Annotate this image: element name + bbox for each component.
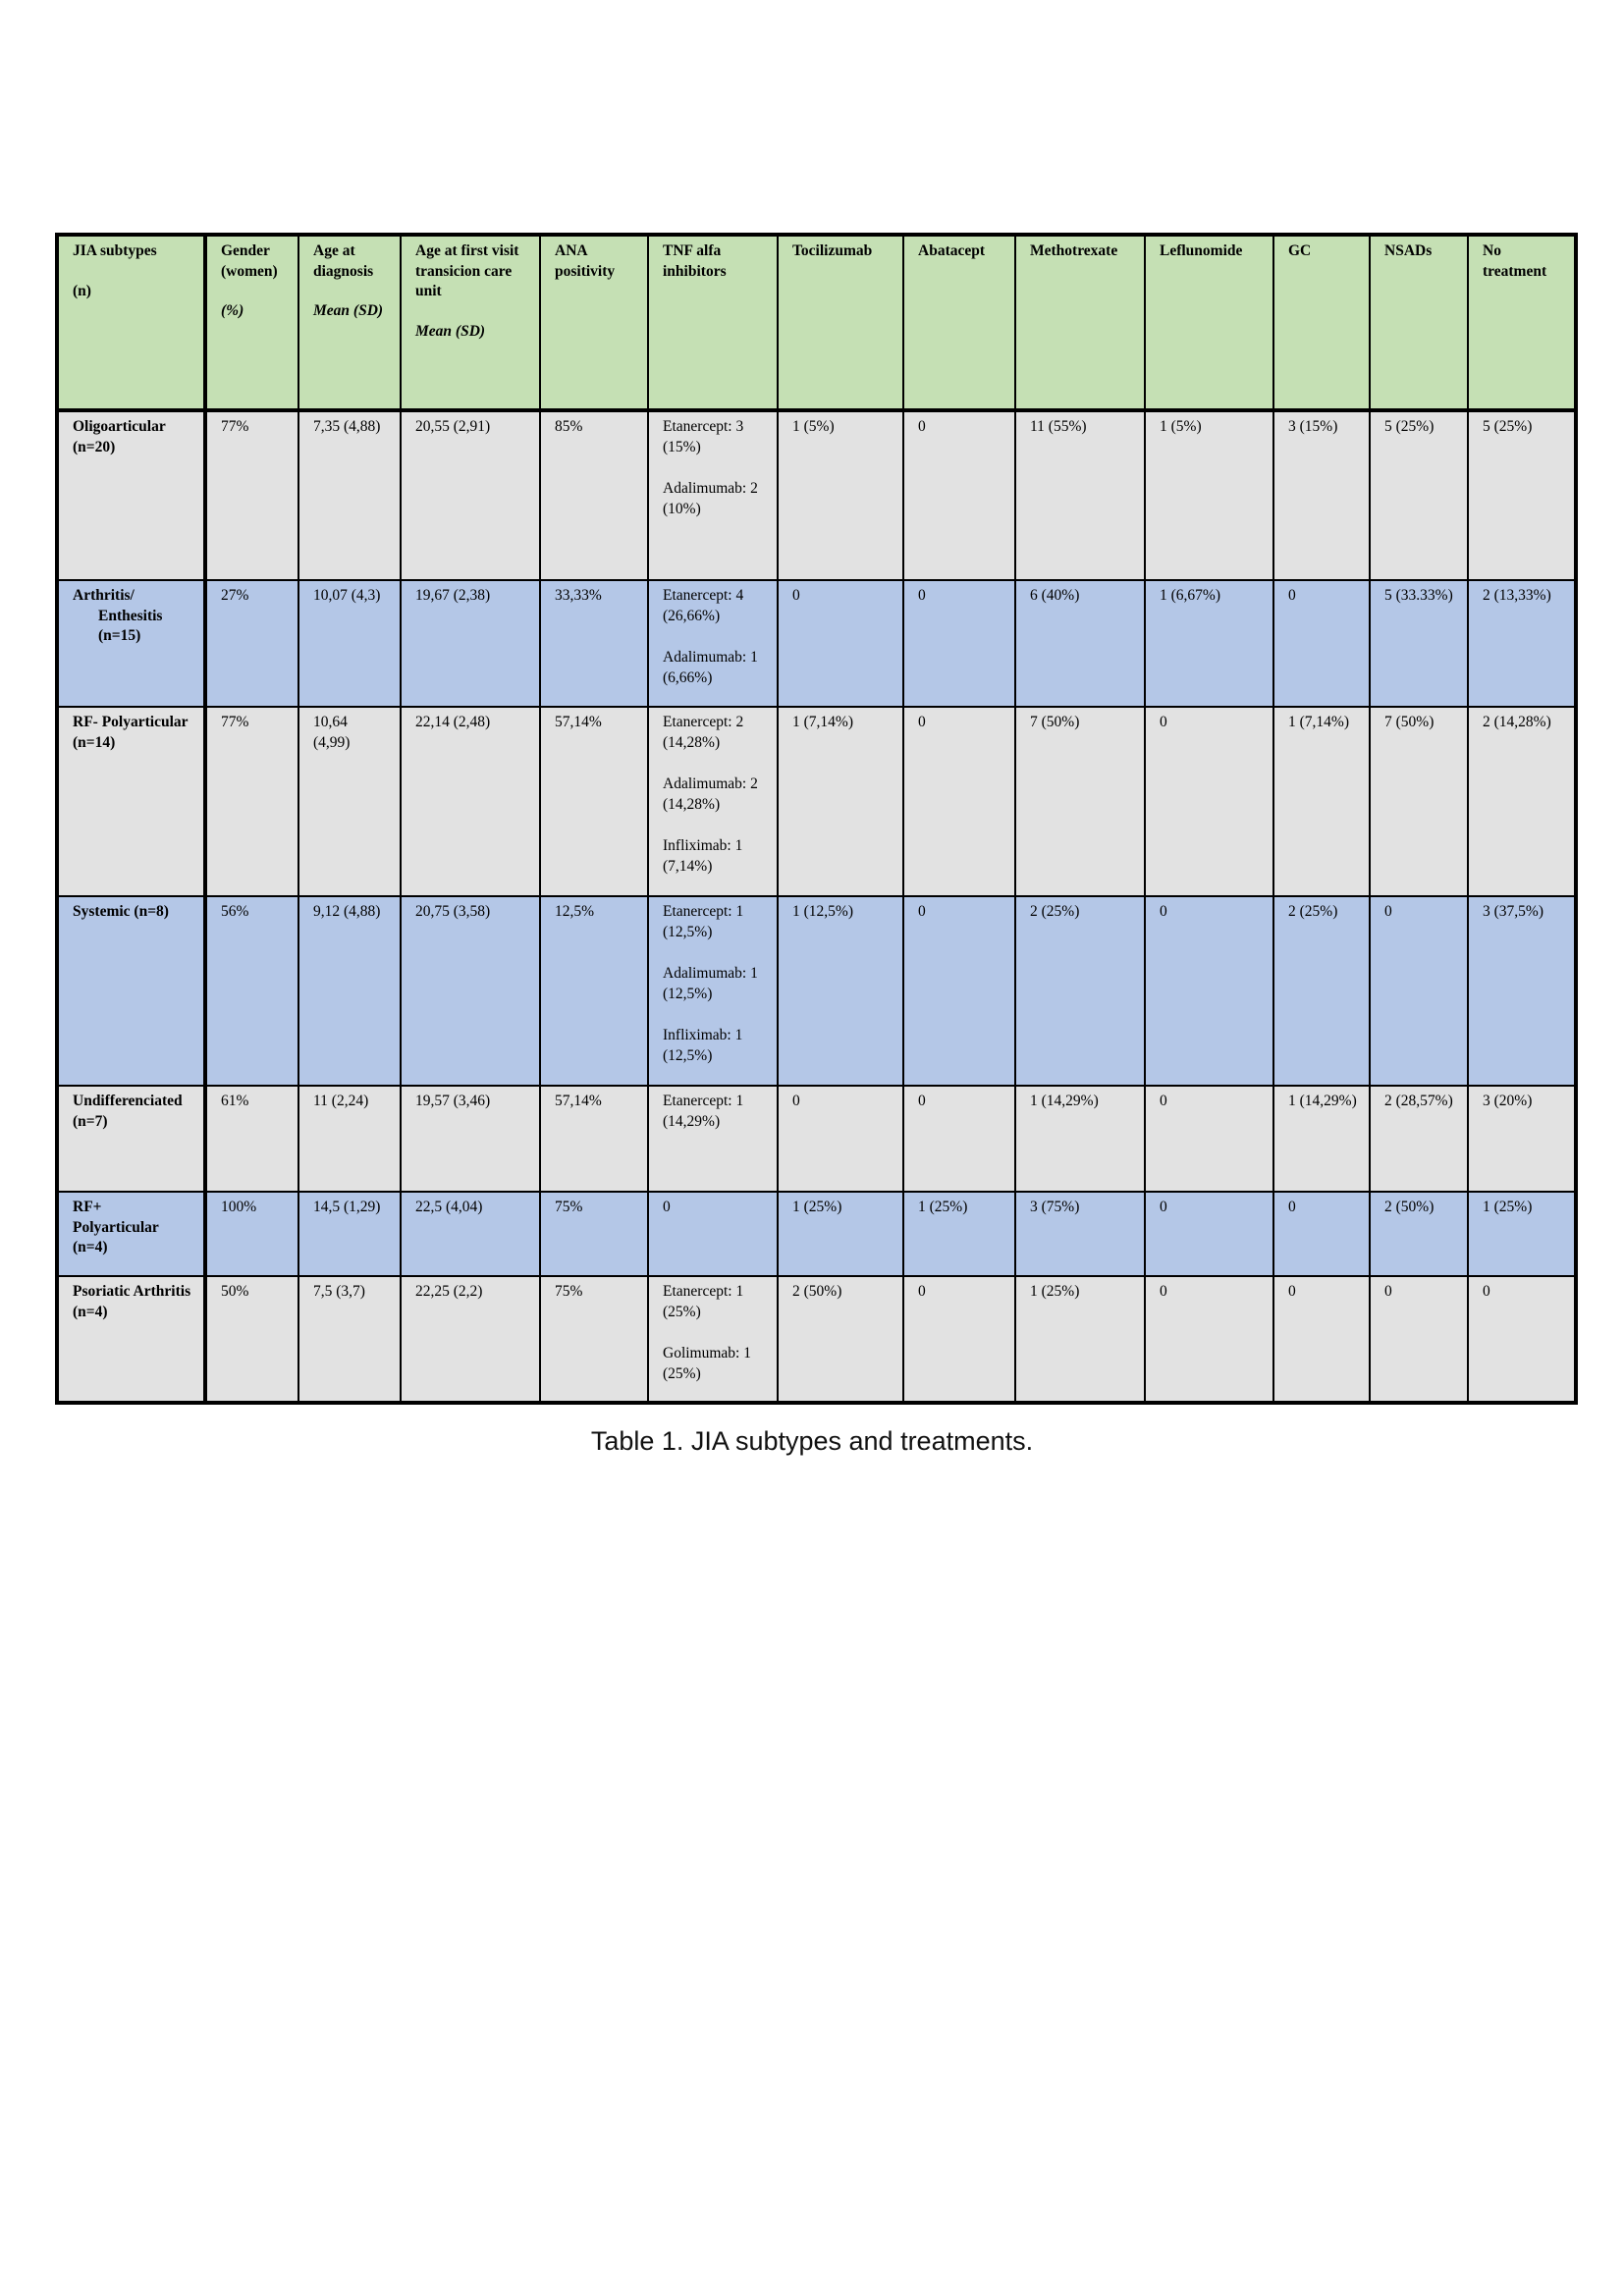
cell-tnf: Etanercept: 1 (12,5%) Adalimumab: 1 (12,5%) Infliximab: 1 (12,5%) <box>648 896 778 1086</box>
cell-tnf: Etanercept: 2 (14,28%) Adalimumab: 2 (14,28%) Infliximab: 1 (7,14%) <box>648 707 778 896</box>
cell-tocilizumab: 2 (50%) <box>778 1276 903 1403</box>
cell-age-diagnosis: 9,12 (4,88) <box>298 896 401 1086</box>
cell-tocilizumab: 1 (7,14%) <box>778 707 903 896</box>
cell-age-diagnosis: 10,07 (4,3) <box>298 580 401 707</box>
cell-methotrexate: 2 (25%) <box>1015 896 1145 1086</box>
header-tnf-alfa-inhibitors: TNF alfa inhibitors <box>648 235 778 410</box>
cell-age-first-visit: 20,75 (3,58) <box>401 896 540 1086</box>
table-header-row <box>57 235 1576 410</box>
row-label: Undifferenciated (n=7) <box>57 1086 205 1192</box>
table-row-rf-negative-polyarticular <box>57 707 1576 896</box>
cell-tnf: Etanercept: 3 (15%) Adalimumab: 2 (10%) <box>648 410 778 580</box>
cell-nsads: 5 (33.33%) <box>1370 580 1468 707</box>
cell-ana: 33,33% <box>540 580 648 707</box>
cell-no-treatment: 3 (37,5%) <box>1468 896 1576 1086</box>
header-leflunomide: Leflunomide <box>1145 235 1273 410</box>
row-label: Psoriatic Arthritis (n=4) <box>57 1276 205 1403</box>
header-no-treatment: No treatment <box>1468 235 1576 410</box>
header-abatacept: Abatacept <box>903 235 1015 410</box>
cell-gc: 1 (7,14%) <box>1273 707 1370 896</box>
cell-gc: 3 (15%) <box>1273 410 1370 580</box>
jia-subtypes-table <box>55 233 1578 1405</box>
cell-leflunomide: 0 <box>1145 1192 1273 1276</box>
cell-gc: 0 <box>1273 580 1370 707</box>
cell-leflunomide: 0 <box>1145 896 1273 1086</box>
cell-age-diagnosis: 11 (2,24) <box>298 1086 401 1192</box>
cell-no-treatment: 0 <box>1468 1276 1576 1403</box>
cell-abatacept: 0 <box>903 1276 1015 1403</box>
cell-methotrexate: 1 (25%) <box>1015 1276 1145 1403</box>
cell-nsads: 2 (50%) <box>1370 1192 1468 1276</box>
cell-abatacept: 1 (25%) <box>903 1192 1015 1276</box>
cell-age-first-visit: 19,67 (2,38) <box>401 580 540 707</box>
cell-tnf: Etanercept: 4 (26,66%) Adalimumab: 1 (6,66%) <box>648 580 778 707</box>
cell-leflunomide: 0 <box>1145 1086 1273 1192</box>
cell-ana: 75% <box>540 1192 648 1276</box>
cell-nsads: 0 <box>1370 896 1468 1086</box>
cell-no-treatment: 2 (13,33%) <box>1468 580 1576 707</box>
cell-methotrexate: 6 (40%) <box>1015 580 1145 707</box>
cell-abatacept: 0 <box>903 1086 1015 1192</box>
cell-no-treatment: 3 (20%) <box>1468 1086 1576 1192</box>
table-row-arthritis-enthesitis <box>57 580 1576 707</box>
cell-tocilizumab: 1 (25%) <box>778 1192 903 1276</box>
cell-methotrexate: 3 (75%) <box>1015 1192 1145 1276</box>
cell-ana: 57,14% <box>540 707 648 896</box>
table-row-rf-positive-polyarticular <box>57 1192 1576 1276</box>
cell-abatacept: 0 <box>903 896 1015 1086</box>
header-methotrexate: Methotrexate <box>1015 235 1145 410</box>
cell-ana: 75% <box>540 1276 648 1403</box>
table-caption: Table 1. JIA subtypes and treatments. <box>590 1426 1034 1456</box>
header-nsads: NSADs <box>1370 235 1468 410</box>
cell-gender: 27% <box>205 580 298 707</box>
row-label: Arthritis/ Enthesitis (n=15) <box>57 580 205 707</box>
cell-leflunomide: 0 <box>1145 1276 1273 1403</box>
header-age-at-first-visit: Age at first visit transicion care unit Mean (SD) <box>401 235 540 410</box>
cell-no-treatment: 2 (14,28%) <box>1468 707 1576 896</box>
cell-ana: 85% <box>540 410 648 580</box>
cell-methotrexate: 7 (50%) <box>1015 707 1145 896</box>
cell-abatacept: 0 <box>903 580 1015 707</box>
cell-age-first-visit: 20,55 (2,91) <box>401 410 540 580</box>
cell-age-diagnosis: 10,64 (4,99) <box>298 707 401 896</box>
cell-tocilizumab: 0 <box>778 1086 903 1192</box>
header-jia-subtypes: JIA subtypes (n) <box>57 235 205 410</box>
cell-leflunomide: 0 <box>1145 707 1273 896</box>
cell-gc: 2 (25%) <box>1273 896 1370 1086</box>
cell-tocilizumab: 1 (5%) <box>778 410 903 580</box>
row-label: Oligoarticular (n=20) <box>57 410 205 580</box>
header-gc: GC <box>1273 235 1370 410</box>
table-row-undifferenciated <box>57 1086 1576 1192</box>
cell-methotrexate: 1 (14,29%) <box>1015 1086 1145 1192</box>
header-ana-positivity: ANA positivity <box>540 235 648 410</box>
cell-age-diagnosis: 14,5 (1,29) <box>298 1192 401 1276</box>
cell-gc: 0 <box>1273 1276 1370 1403</box>
cell-gender: 61% <box>205 1086 298 1192</box>
row-label: RF+ Polyarticular (n=4) <box>57 1192 205 1276</box>
cell-abatacept: 0 <box>903 410 1015 580</box>
cell-gc: 0 <box>1273 1192 1370 1276</box>
cell-tocilizumab: 0 <box>778 580 903 707</box>
row-label: RF- Polyarticular (n=14) <box>57 707 205 896</box>
cell-gender: 50% <box>205 1276 298 1403</box>
row-label: Systemic (n=8) <box>57 896 205 1086</box>
cell-age-first-visit: 22,14 (2,48) <box>401 707 540 896</box>
header-age-at-diagnosis: Age at diagnosis Mean (SD) <box>298 235 401 410</box>
cell-nsads: 7 (50%) <box>1370 707 1468 896</box>
cell-gender: 56% <box>205 896 298 1086</box>
cell-age-diagnosis: 7,35 (4,88) <box>298 410 401 580</box>
jia-table-container <box>55 233 1574 1405</box>
cell-age-first-visit: 22,25 (2,2) <box>401 1276 540 1403</box>
cell-tnf: Etanercept: 1 (14,29%) <box>648 1086 778 1192</box>
cell-tnf: 0 <box>648 1192 778 1276</box>
table-row-oligoarticular <box>57 410 1576 580</box>
cell-age-diagnosis: 7,5 (3,7) <box>298 1276 401 1403</box>
cell-gender: 100% <box>205 1192 298 1276</box>
cell-age-first-visit: 19,57 (3,46) <box>401 1086 540 1192</box>
cell-age-first-visit: 22,5 (4,04) <box>401 1192 540 1276</box>
cell-abatacept: 0 <box>903 707 1015 896</box>
cell-nsads: 2 (28,57%) <box>1370 1086 1468 1192</box>
cell-ana: 12,5% <box>540 896 648 1086</box>
cell-no-treatment: 1 (25%) <box>1468 1192 1576 1276</box>
cell-no-treatment: 5 (25%) <box>1468 410 1576 580</box>
cell-nsads: 0 <box>1370 1276 1468 1403</box>
header-gender: Gender (women) (%) <box>205 235 298 410</box>
cell-nsads: 5 (25%) <box>1370 410 1468 580</box>
table-row-psoriatic-arthritis <box>57 1276 1576 1403</box>
cell-leflunomide: 1 (5%) <box>1145 410 1273 580</box>
cell-gender: 77% <box>205 707 298 896</box>
cell-gender: 77% <box>205 410 298 580</box>
header-tocilizumab: Tocilizumab <box>778 235 903 410</box>
cell-gc: 1 (14,29%) <box>1273 1086 1370 1192</box>
cell-methotrexate: 11 (55%) <box>1015 410 1145 580</box>
cell-ana: 57,14% <box>540 1086 648 1192</box>
cell-leflunomide: 1 (6,67%) <box>1145 580 1273 707</box>
cell-tnf: Etanercept: 1 (25%) Golimumab: 1 (25%) <box>648 1276 778 1403</box>
table-row-systemic <box>57 896 1576 1086</box>
cell-tocilizumab: 1 (12,5%) <box>778 896 903 1086</box>
